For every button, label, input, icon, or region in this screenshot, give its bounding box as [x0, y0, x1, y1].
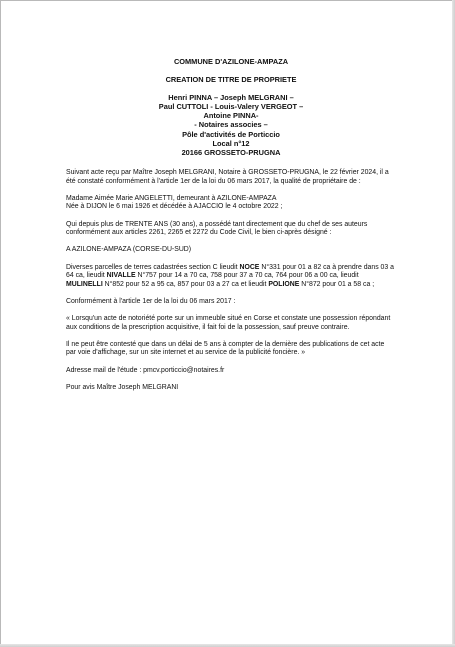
notaires-line: - Notaires associes –: [194, 120, 268, 130]
paragraph-commune: A AZILONE-AMPAZA (CORSE-DU-SUD): [66, 246, 192, 254]
paragraph-proprietaire: [66, 195, 396, 212]
parcelles-text: N°872 pour 01 a 58 ca ;: [299, 280, 375, 288]
lieudit-name: MULINELLI: [66, 280, 103, 288]
paragraph-acte: Suivant acte reçu par Maître Joseph MELGRANI, Notaire à GROSSETO-PRUGNA, le 22 février 2024, il a été constaté conformément à l'article 1er de la loi du 06 mars 2017, la qualité de propriétaire de :: [66, 169, 389, 185]
paragraph-loi: Conformément à l'article 1er de la loi du 06 mars 2017 :: [66, 297, 236, 305]
lieudit-name: NOCE: [239, 263, 260, 271]
notaires-line: Local n°12: [212, 138, 250, 148]
document-header: [61, 57, 401, 157]
proprietaire-birth: Née à DIJON le 6 mai 1926 et décédée à AJACCIO le 4 octobre 2022 ;: [66, 203, 283, 211]
notaires-line: 20166 GROSSETO-PRUGNA: [181, 147, 281, 157]
lieudit-name: NIVALLE: [106, 272, 136, 280]
document-title: CREATION DE TITRE DE PROPRIETE: [165, 75, 297, 85]
paragraph-citation: « Lorsqu'un acte de notoriété porte sur un immeuble situé en Corse et constate une possession répondant aux conditions de la prescription acquisitive, il fait foi de la possession, sauf preuve contraire.: [66, 315, 391, 331]
lieudit-name: POLIONE: [268, 280, 300, 288]
notaires-line: Henri PINNA – Joseph MELGRANI –: [168, 93, 294, 103]
parcelles-text: Diverses parcelles de terres cadastrées section C lieudit: [66, 263, 240, 271]
notaires-line: Pôle d'activités de Porticcio: [182, 129, 280, 139]
paragraph-contestation: Il ne peut être contesté que dans un délai de 5 ans à compter de la dernière des publications de cet acte par voie d'affichage, sur un site internet et au service de la publicité foncière. »: [66, 340, 385, 357]
notaires-line: Antoine PINNA-: [203, 111, 259, 121]
parcelles-text: N°757 pour 14 a 70 ca, 758 pour 37 a 70 ca, 764 pour 06 a 00 ca, lieudit: [135, 272, 359, 280]
paragraph-signature: Pour avis Maître Joseph MELGRANI: [66, 383, 179, 391]
parcelles-text: N°331 pour 01 a 82 ca à prendre dans 03 a 64 ca, lieudit: [66, 263, 394, 280]
paragraph-possession: Qui depuis plus de TRENTE ANS (30 ans), a possédé tant directement que du chef de ses auteurs conformément aux articles 2261, 2265 et 2272 du Code Civil, le bien ci-après désigné :: [66, 220, 368, 237]
paragraph-parcelles: [66, 264, 396, 290]
notaires-line: Paul CUTTOLI - Louis-Valery VERGEOT –: [158, 102, 304, 112]
parcelles-text: N°852 pour 52 a 95 ca, 857 pour 03 a 27 ca et lieudit: [102, 280, 269, 288]
paragraph-email: Adresse mail de l'étude : pmcv.porticcio@notaires.fr: [66, 366, 225, 374]
document-body: [66, 169, 396, 401]
proprietaire-name: Madame Aimée Marie ANGELETTI, demeurant à AZILONE-AMPAZA: [66, 194, 277, 202]
commune-heading: COMMUNE D'AZILONE-AMPAZA: [173, 57, 289, 66]
